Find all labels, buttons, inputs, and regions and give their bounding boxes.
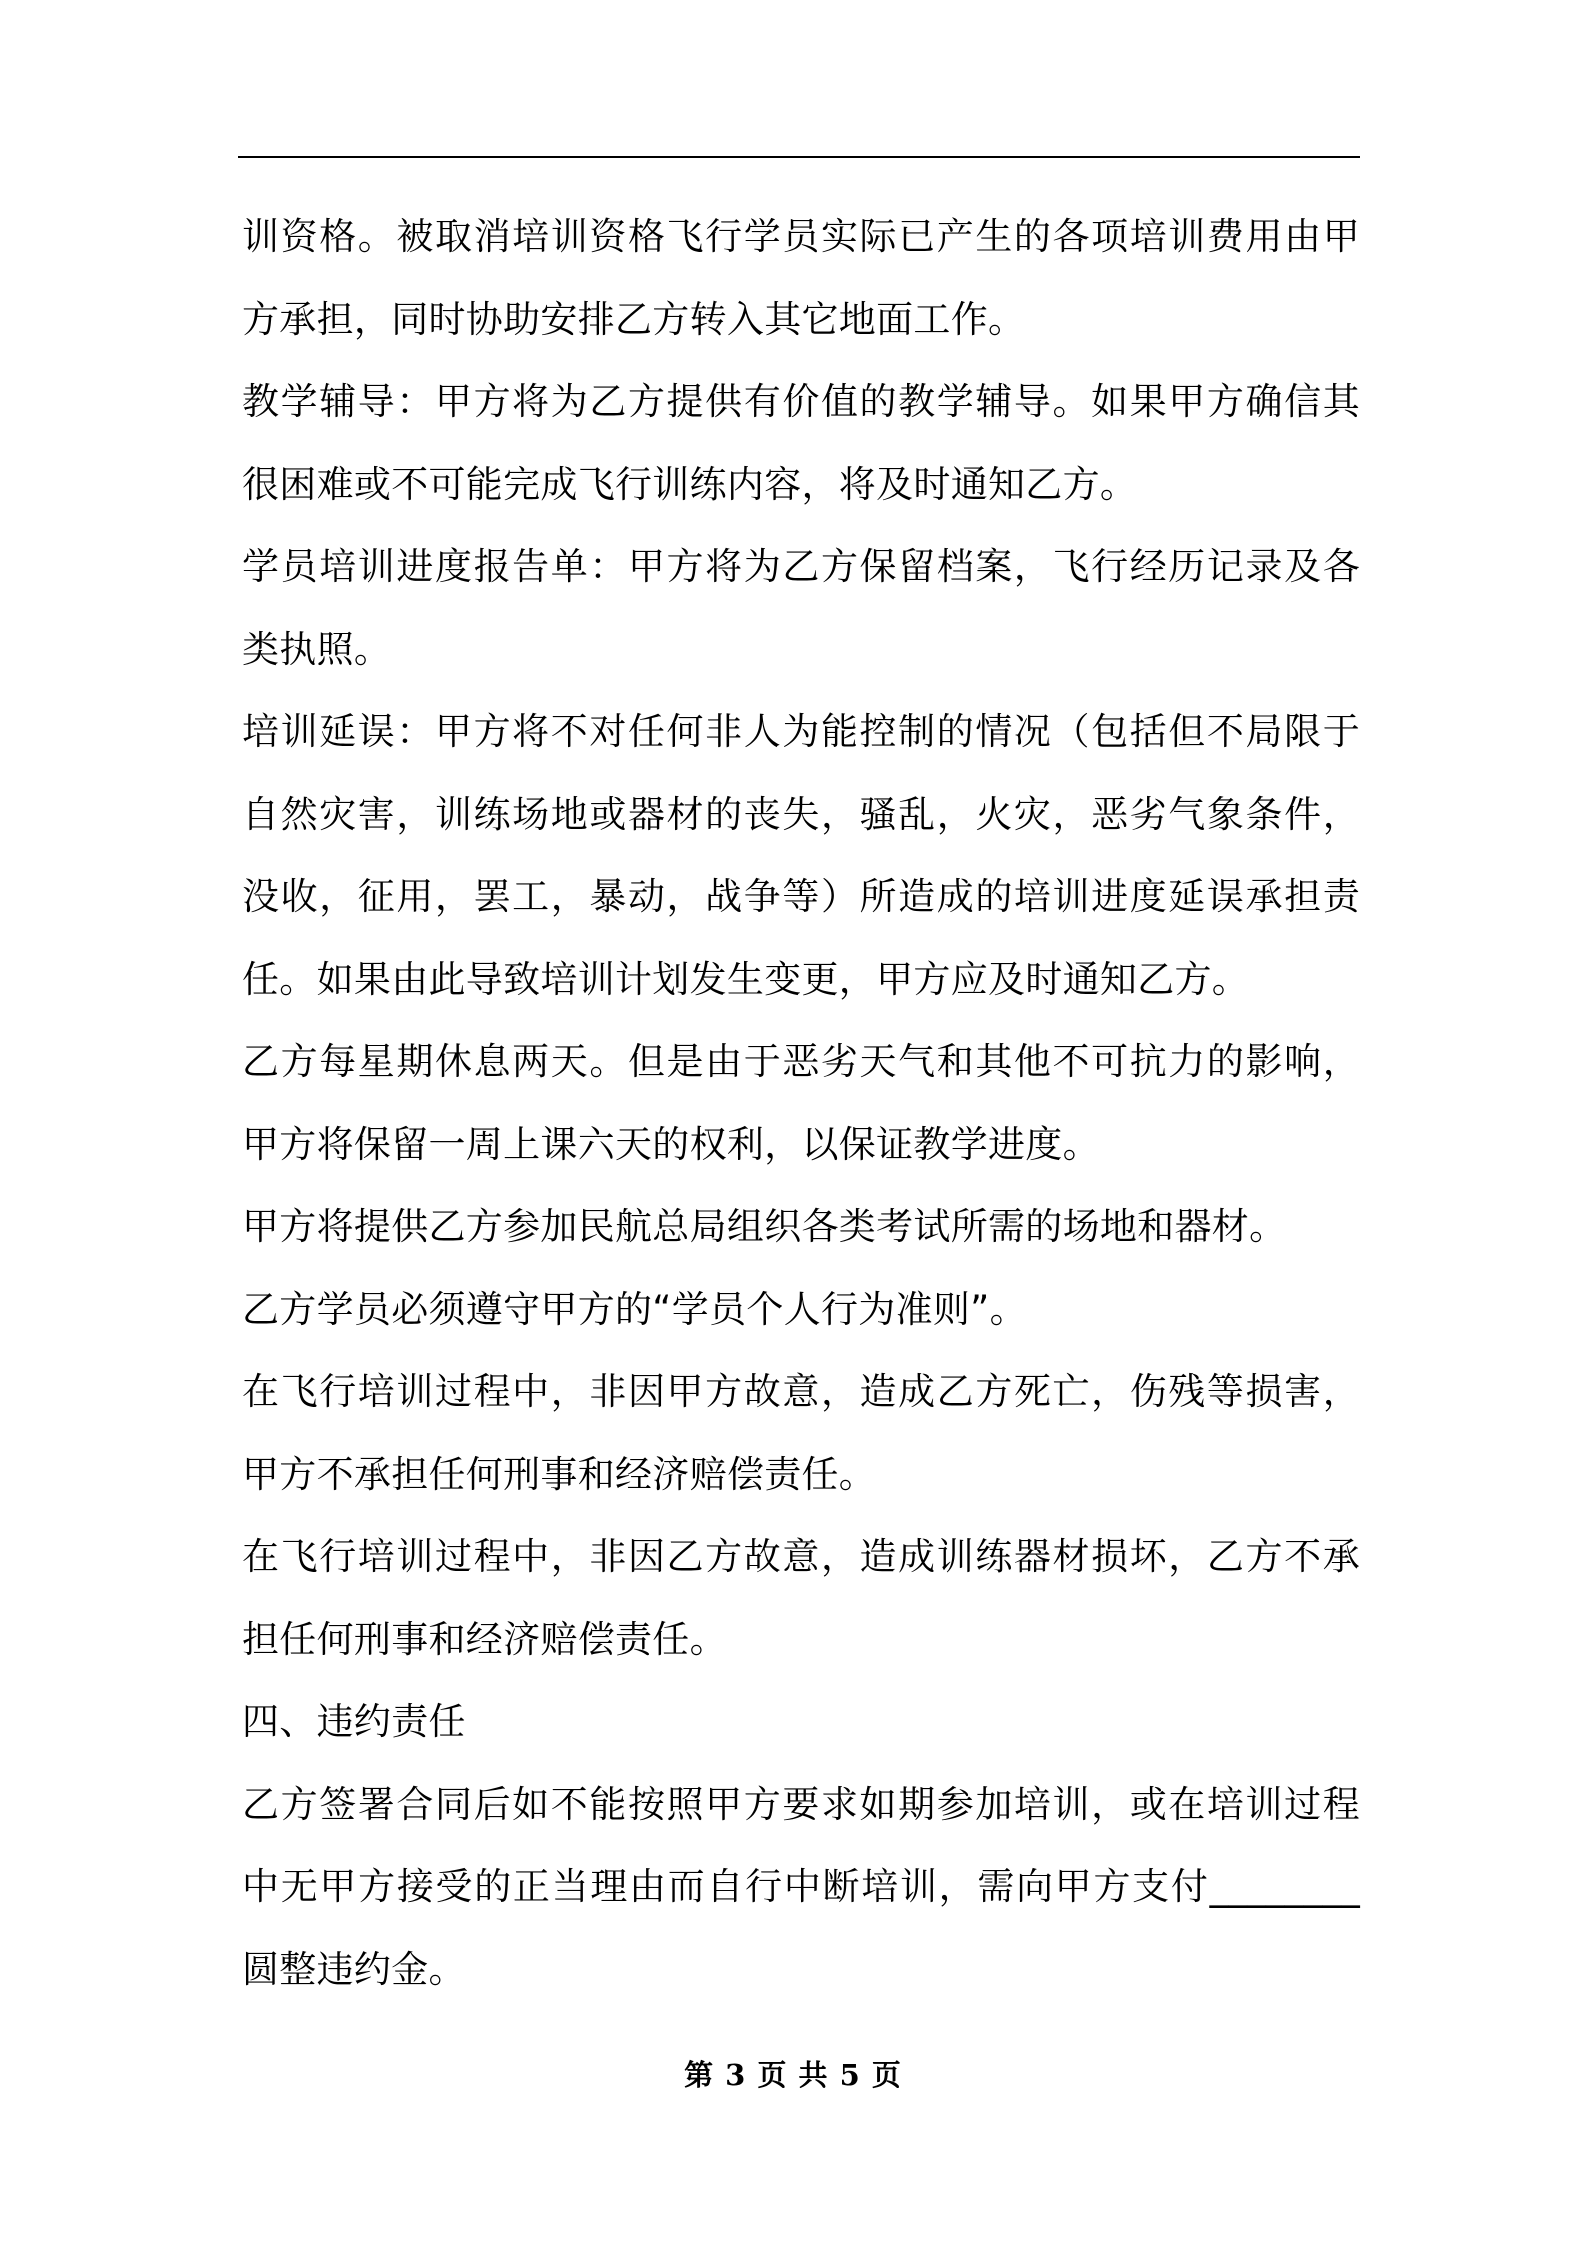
paragraph-injury-liability: 在飞行培训过程中，非因甲方故意，造成乙方死亡，伤残等损害，甲方不承担任何刑事和经济赔偿责任。 xyxy=(242,1370,1360,1496)
paragraph-penalty: 乙方签署合同后如不能按照甲方要求如期参加培训，或在培训过程中无甲方接受的正当理由而自行中断培训，需向甲方支付________圆整违约金。 xyxy=(242,1782,1360,1991)
paragraph-code-of-conduct: 乙方学员必须遵守甲方的“学员个人行为准则”。 xyxy=(242,1287,1027,1331)
paragraph-equipment-damage: 在飞行培训过程中，非因乙方故意，造成训练器材损坏，乙方不承担任何刑事和经济赔偿责任。 xyxy=(242,1535,1360,1661)
section-heading-breach-liability: 四、违约责任 xyxy=(242,1700,466,1743)
paragraph-teaching-guidance: 教学辅导：甲方将为乙方提供有价值的教学辅导。如果甲方确信其很困难或不可能完成飞行训练内容，将及时通知乙方。 xyxy=(242,380,1360,506)
paragraph-weekly-rest: 乙方每星期休息两天。但是由于恶劣天气和其他不可抗力的影响，甲方将保留一周上课六天的权利，以保证教学进度。 xyxy=(242,1040,1360,1166)
document-body xyxy=(242,196,1360,2011)
page-number: 第 3 页 共 5 页 xyxy=(684,2058,902,2092)
paragraph-progress-report: 学员培训进度报告单：甲方将为乙方保留档案，飞行经历记录及各类执照。 xyxy=(242,545,1360,671)
paragraph-exam-venue: 甲方将提供乙方参加民航总局组织各类考试所需的场地和器材。 xyxy=(242,1205,1287,1248)
paragraph-training-qualification: 训资格。被取消培训资格飞行学员实际已产生的各项培训费用由甲方承担，同时协助安排乙方转入其它地面工作。 xyxy=(242,215,1360,341)
paragraph-training-delay: 培训延误：甲方将不对任何非人为能控制的情况（包括但不局限于自然灾害，训练场地或器材的丧失，骚乱，火灾，恶劣气象条件，没收，征用，罢工，暴动，战争等）所造成的培训进度延误承担责任。如果由此导致培训计划发生变更，甲方应及时通知乙方。 xyxy=(242,710,1360,1001)
header-rule xyxy=(238,156,1360,158)
